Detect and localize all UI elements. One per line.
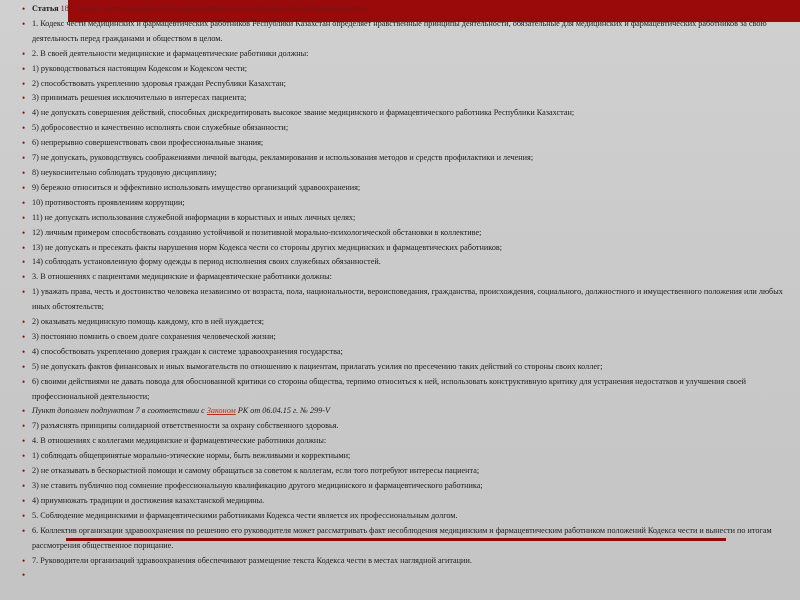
bullet-icon: • <box>22 331 26 342</box>
list-item <box>22 270 788 285</box>
list-item <box>22 315 788 330</box>
list-item <box>22 554 788 569</box>
list-item-text: 3. В отношениях с пациентами медицинские и фармацевтические работники должны: <box>32 272 332 282</box>
bullet-icon: • <box>22 466 26 477</box>
list-item <box>22 404 788 419</box>
list-item-text: 4) способствовать укреплению доверия граждан к системе здравоохранения государства; <box>32 346 343 356</box>
list-item <box>22 106 788 121</box>
list-item-text: 7) разъяснять принципы солидарной ответственности за охрану собственного здоровья. <box>32 421 339 431</box>
amendment-note: Пункт дополнен подпунктом 7 в соответствии с <box>32 406 207 416</box>
bullet-icon: • <box>22 406 26 417</box>
list-item <box>22 509 788 524</box>
list-item <box>22 136 788 151</box>
list-item <box>22 360 788 375</box>
bullet-icon: • <box>22 421 26 432</box>
list-item <box>22 330 788 345</box>
list-item-text: 5. Соблюдение медицинскими и фармацевтическими работниками Кодекса чести является их профессиональным долгом. <box>32 510 458 520</box>
bullet-icon: • <box>22 451 26 462</box>
article-title-bold: Статья <box>32 4 59 13</box>
bullet-icon: • <box>22 570 26 581</box>
list-item-text: 6) непрерывно совершенствовать свои профессиональные знания; <box>32 138 264 148</box>
list-item <box>22 464 788 479</box>
list-item <box>22 211 788 226</box>
list-item-text: 11) не допускать использования служебной информации в корыстных и иных личных целях; <box>32 212 356 222</box>
bullet-icon: • <box>22 197 26 208</box>
article-title-row <box>22 2 788 17</box>
list-item-text: 2) способствовать укреплению здоровья граждан Республики Казахстан; <box>32 78 286 88</box>
list-item-text: 4) приумножать традиции и достижения казахстанской медицины. <box>32 495 265 505</box>
law-link[interactable]: Законом <box>206 406 236 416</box>
bullet-icon: • <box>22 272 26 283</box>
list-item-text: 1) соблюдать общепринятые морально-этические нормы, быть вежливыми и корректными; <box>32 451 351 461</box>
bullet-icon: • <box>22 153 26 164</box>
list-item <box>22 151 788 166</box>
list-item <box>22 494 788 509</box>
list-item <box>22 479 788 494</box>
article-title-rest: 182. Кодекс чести медицинских и фармацевтических работников Республики Казахстан <box>58 4 368 13</box>
bullet-icon: • <box>22 18 26 29</box>
list-item-text: 13) не допускать и пресекать факты нарушения норм Кодекса чести со стороны других медицинских и фармацевтических работников; <box>32 242 503 252</box>
list-item <box>22 226 788 241</box>
list-item <box>22 196 788 211</box>
amendment-note-date: РК от 06.04.15 г. № 299-V <box>235 406 330 416</box>
list-item-text: 6. Коллектив организации здравоохранения по решению его руководителя может рассматривать факт несоблюдения медицинским и фармацевтическим работником положений Кодекса чести и вынести по итогам рассмотрения общественное порицание. <box>32 525 772 550</box>
list-item <box>22 419 788 434</box>
list-item <box>22 285 788 315</box>
bullet-icon: • <box>22 555 26 566</box>
list-item-text: 5) не допускать фактов финансовых и иных вымогательств по отношению к пациентам, прилагать усилия по пресечению таких действий со стороны своих коллег; <box>32 361 603 371</box>
list-item-text: 6) своими действиями не давать повода для обоснованной критики со стороны общества, терпимо относиться к ней, использовать конструктивную критику для устранения недостатков и улучшения своей профессиональной деятельности; <box>32 376 747 401</box>
bullet-icon: • <box>22 242 26 253</box>
list-item-text: 7. Руководители организаций здравоохранения обеспечивают размещение текста Кодекса чести в местах наглядной агитации. <box>32 555 472 565</box>
list-item-text: 1) руководствоваться настоящим Кодексом и Кодексом чести; <box>32 63 248 73</box>
bullet-icon: • <box>22 167 26 178</box>
list-item <box>22 241 788 256</box>
list-item-text: 5) добросовестно и качественно исполнять свои служебные обязанности; <box>32 123 289 133</box>
list-item-text: 3) постоянно помнить о своем долге сохранения человеческой жизни; <box>32 331 276 341</box>
bullet-icon: • <box>22 436 26 447</box>
list-item <box>22 121 788 136</box>
bullet-icon: • <box>22 138 26 149</box>
list-item <box>22 166 788 181</box>
bullet-icon: • <box>22 257 26 268</box>
bullet-icon: • <box>22 182 26 193</box>
bullet-icon: • <box>22 376 26 387</box>
list-item-text: 3) принимать решения исключительно в интересах пациента; <box>32 93 247 103</box>
list-item-text: 10) противостоять проявлениям коррупции; <box>32 197 185 207</box>
list-item-text: 2) не отказывать в бескорыстной помощи и самому обращаться за советом к коллегам, если того потребуют интересы пациента; <box>32 466 480 476</box>
list-item <box>22 62 788 77</box>
bullet-icon: • <box>22 481 26 491</box>
list-item-text: 12) личным примером способствовать созданию устойчивой и позитивной морально-психологической обстановки в коллективе; <box>32 227 482 237</box>
bullet-icon: • <box>22 123 26 134</box>
bullet-icon: • <box>22 361 26 372</box>
list-item-text: 4) не допускать совершения действий, способных дискредитировать высокое звание медицинского и фармацевтического работника Республики Казахстан; <box>32 108 575 118</box>
bullet-icon: • <box>22 108 26 119</box>
list-item-text: 2) оказывать медицинскую помощь каждому, кто в ней нуждается; <box>32 317 264 327</box>
list-item <box>22 434 788 449</box>
list-item-text: 4. В отношениях с коллегами медицинские и фармацевтические работники должны: <box>32 436 327 446</box>
list-item <box>22 375 788 405</box>
bullet-icon: • <box>22 525 26 536</box>
bullet-icon: • <box>22 287 26 298</box>
list-item-text: 3) не ставить публично под сомнение профессиональную квалификацию другого медицинского и фармацевтического работника; <box>32 481 483 490</box>
red-strike-line <box>66 538 726 541</box>
bullet-icon: • <box>22 93 26 104</box>
list-item <box>22 91 788 106</box>
bullet-icon: • <box>22 227 26 238</box>
bullet-icon: • <box>22 346 26 357</box>
list-item-text: 8) неукоснительно соблюдать трудовую дисциплину; <box>32 167 217 177</box>
bullet-icon: • <box>22 510 26 521</box>
bullet-icon: • <box>22 48 26 59</box>
bullet-icon: • <box>22 317 26 328</box>
list-item-text: 9) бережно относиться и эффективно использовать имущество организаций здравоохранения; <box>32 182 361 192</box>
article-content <box>22 2 788 581</box>
list-item <box>22 77 788 92</box>
list-item <box>22 449 788 464</box>
bullet-icon: • <box>22 63 26 74</box>
list-item <box>22 255 788 270</box>
bullet-icon: • <box>22 212 26 223</box>
list-item-text: 7) не допускать, руководствуясь соображениями личной выгоды, рекламирования и использования методов и средств профилактики и лечения; <box>32 153 534 163</box>
list-item <box>22 345 788 360</box>
bullet-icon: • <box>22 495 26 506</box>
list-item-text: 1) уважать права, честь и достоинство человека независимо от возраста, пола, национальности, вероисповедания, гражданства, происхождения, социального, должностного и имущественного положения или любых иных обстоятельств; <box>32 287 783 312</box>
list-item <box>22 47 788 62</box>
bullet-icon: • <box>22 4 26 14</box>
list-item <box>22 17 788 47</box>
bullet-icon: • <box>22 78 26 89</box>
list-item-text: 2. В своей деятельности медицинские и фармацевтические работники должны: <box>32 48 309 58</box>
list-item-text: 14) соблюдать установленную форму одежды в период исполнения своих служебных обязанностей. <box>32 257 381 267</box>
list-item-text: 1. Кодекс чести медицинских и фармацевтических работников Республики Казахстан определяет нравственные принципы деятельности, обязательные для медицинских и фармацевтических работников за свою деятельность перед гражданами и обществом в целом. <box>32 18 767 43</box>
list-item <box>22 181 788 196</box>
